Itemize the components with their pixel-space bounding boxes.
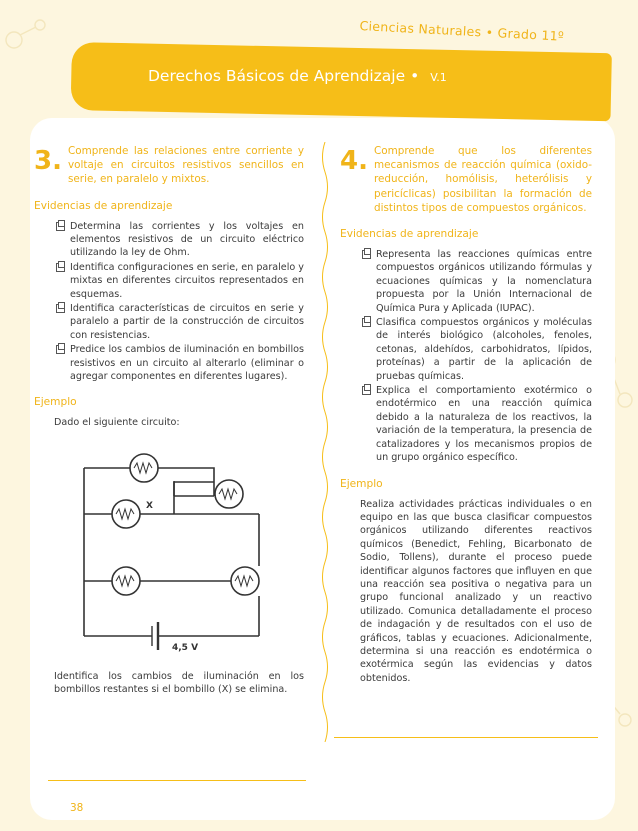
right-evidence-label: Evidencias de aprendizaje <box>340 228 479 241</box>
left-example-intro: Dado el siguiente circuito: <box>54 417 180 429</box>
right-column <box>340 144 592 685</box>
right-heading <box>340 144 592 215</box>
checkbox-bullet-icon <box>56 263 65 272</box>
subject-grade: Ciencias Naturales • Grado 11º <box>359 18 565 44</box>
list-item: Representa las reacciones químicas entre compuestos orgánicos utilizando fórmulas y ecuaciones químicas y la nomenclatura propuesta por la Unión Internacional de Química Pura y Aplicada (IUPAC). <box>362 248 592 315</box>
banner-separator: • <box>410 67 420 85</box>
list-item: Identifica características de circuitos en serie y paralelo a partir de la construcción de circuitos con resistencias. <box>56 302 304 342</box>
circuit-voltage-label: 4,5 V <box>172 642 199 653</box>
left-example-question: Identifica los cambios de iluminación en los bombillos restantes si el bombillo (X) se elimina. <box>54 670 304 696</box>
checkbox-bullet-icon <box>362 250 371 259</box>
checkbox-bullet-icon <box>56 222 65 231</box>
right-example-label: Ejemplo <box>340 477 383 490</box>
right-number: 4. <box>340 146 368 176</box>
left-number: 3. <box>34 146 62 176</box>
checkbox-bullet-icon <box>362 386 371 395</box>
left-heading <box>34 144 304 187</box>
list-item: Identifica configuraciones en serie, en paralelo y mixtas en diferentes circuitos representados en esquemas. <box>56 261 304 301</box>
left-heading-text: Comprende las relaciones entre corriente y voltaje en circuitos resistivos sencillos en serie, en paralelo y mixtos. <box>68 145 304 186</box>
checkbox-bullet-icon <box>56 345 65 354</box>
checkbox-bullet-icon <box>362 318 371 327</box>
banner-version: V.1 <box>430 71 447 84</box>
right-evidence-list <box>340 248 592 465</box>
list-item: Determina las corrientes y los voltajes en elementos resistivos de un circuito eléctrico utilizando la ley de Ohm. <box>56 220 304 260</box>
left-example-label: Ejemplo <box>34 396 77 409</box>
column-divider <box>320 142 330 742</box>
banner-title-text: Derechos Básicos de Aprendizaje <box>148 67 406 85</box>
right-heading-text: Comprende que los diferentes mecanismos de reacción química (oxido-reducción, homólisis, heterólisis y pericíclicas) posibilitan la formación de distintos tipos de compuestos orgánicos. <box>374 145 592 214</box>
left-bottom-rule <box>48 780 306 781</box>
list-item: Clasifica compuestos orgánicos y moléculas de interés biológico (alcoholes, fenoles, cetonas, aldehídos, carbohidratos, lípidos, proteínas) a partir de la aplicación de pruebas químicas. <box>362 316 592 383</box>
banner-title <box>148 67 447 85</box>
list-item: Predice los cambios de iluminación en bombillos resistivos en un circuito al alterarlo (eliminar o agregar componentes en diferentes lugares). <box>56 343 304 383</box>
checkbox-bullet-icon <box>56 304 65 313</box>
circuit-x-label: X <box>146 500 153 511</box>
right-example-text: Realiza actividades prácticas individuales o en equipo en las que busca clasificar compuestos orgánicos utilizando diferentes reactivos químicos (Benedict, Fehling, Bicarbonato de Sodio, Tollens), durante el proceso puede identificar algunos factores que influyen en que una reacción sea positiva o negativa para un grupo funcional analizado y un reactivo utilizado. Comunica detalladamente el proceso de indagación y de resultados con el uso de gráficos, tablas y ecuaciones. Adicionalmente, determina si una reacción es endotérmica o exotérmica según las evidencias y datos obtenidos. <box>360 498 592 684</box>
left-column <box>34 144 304 697</box>
circuit-diagram <box>74 446 274 656</box>
left-evidence-label: Evidencias de aprendizaje <box>34 199 173 212</box>
right-bottom-rule <box>334 737 598 738</box>
page-number: 38 <box>70 802 84 814</box>
list-item: Explica el comportamiento exotérmico o endotérmico en una reacción química debido a la naturaleza de los reactivos, la variación de la temperatura, la presencia de catalizadores y los mecanismos propios de un grupo orgánico específico. <box>362 384 592 464</box>
left-evidence-list <box>34 220 304 384</box>
